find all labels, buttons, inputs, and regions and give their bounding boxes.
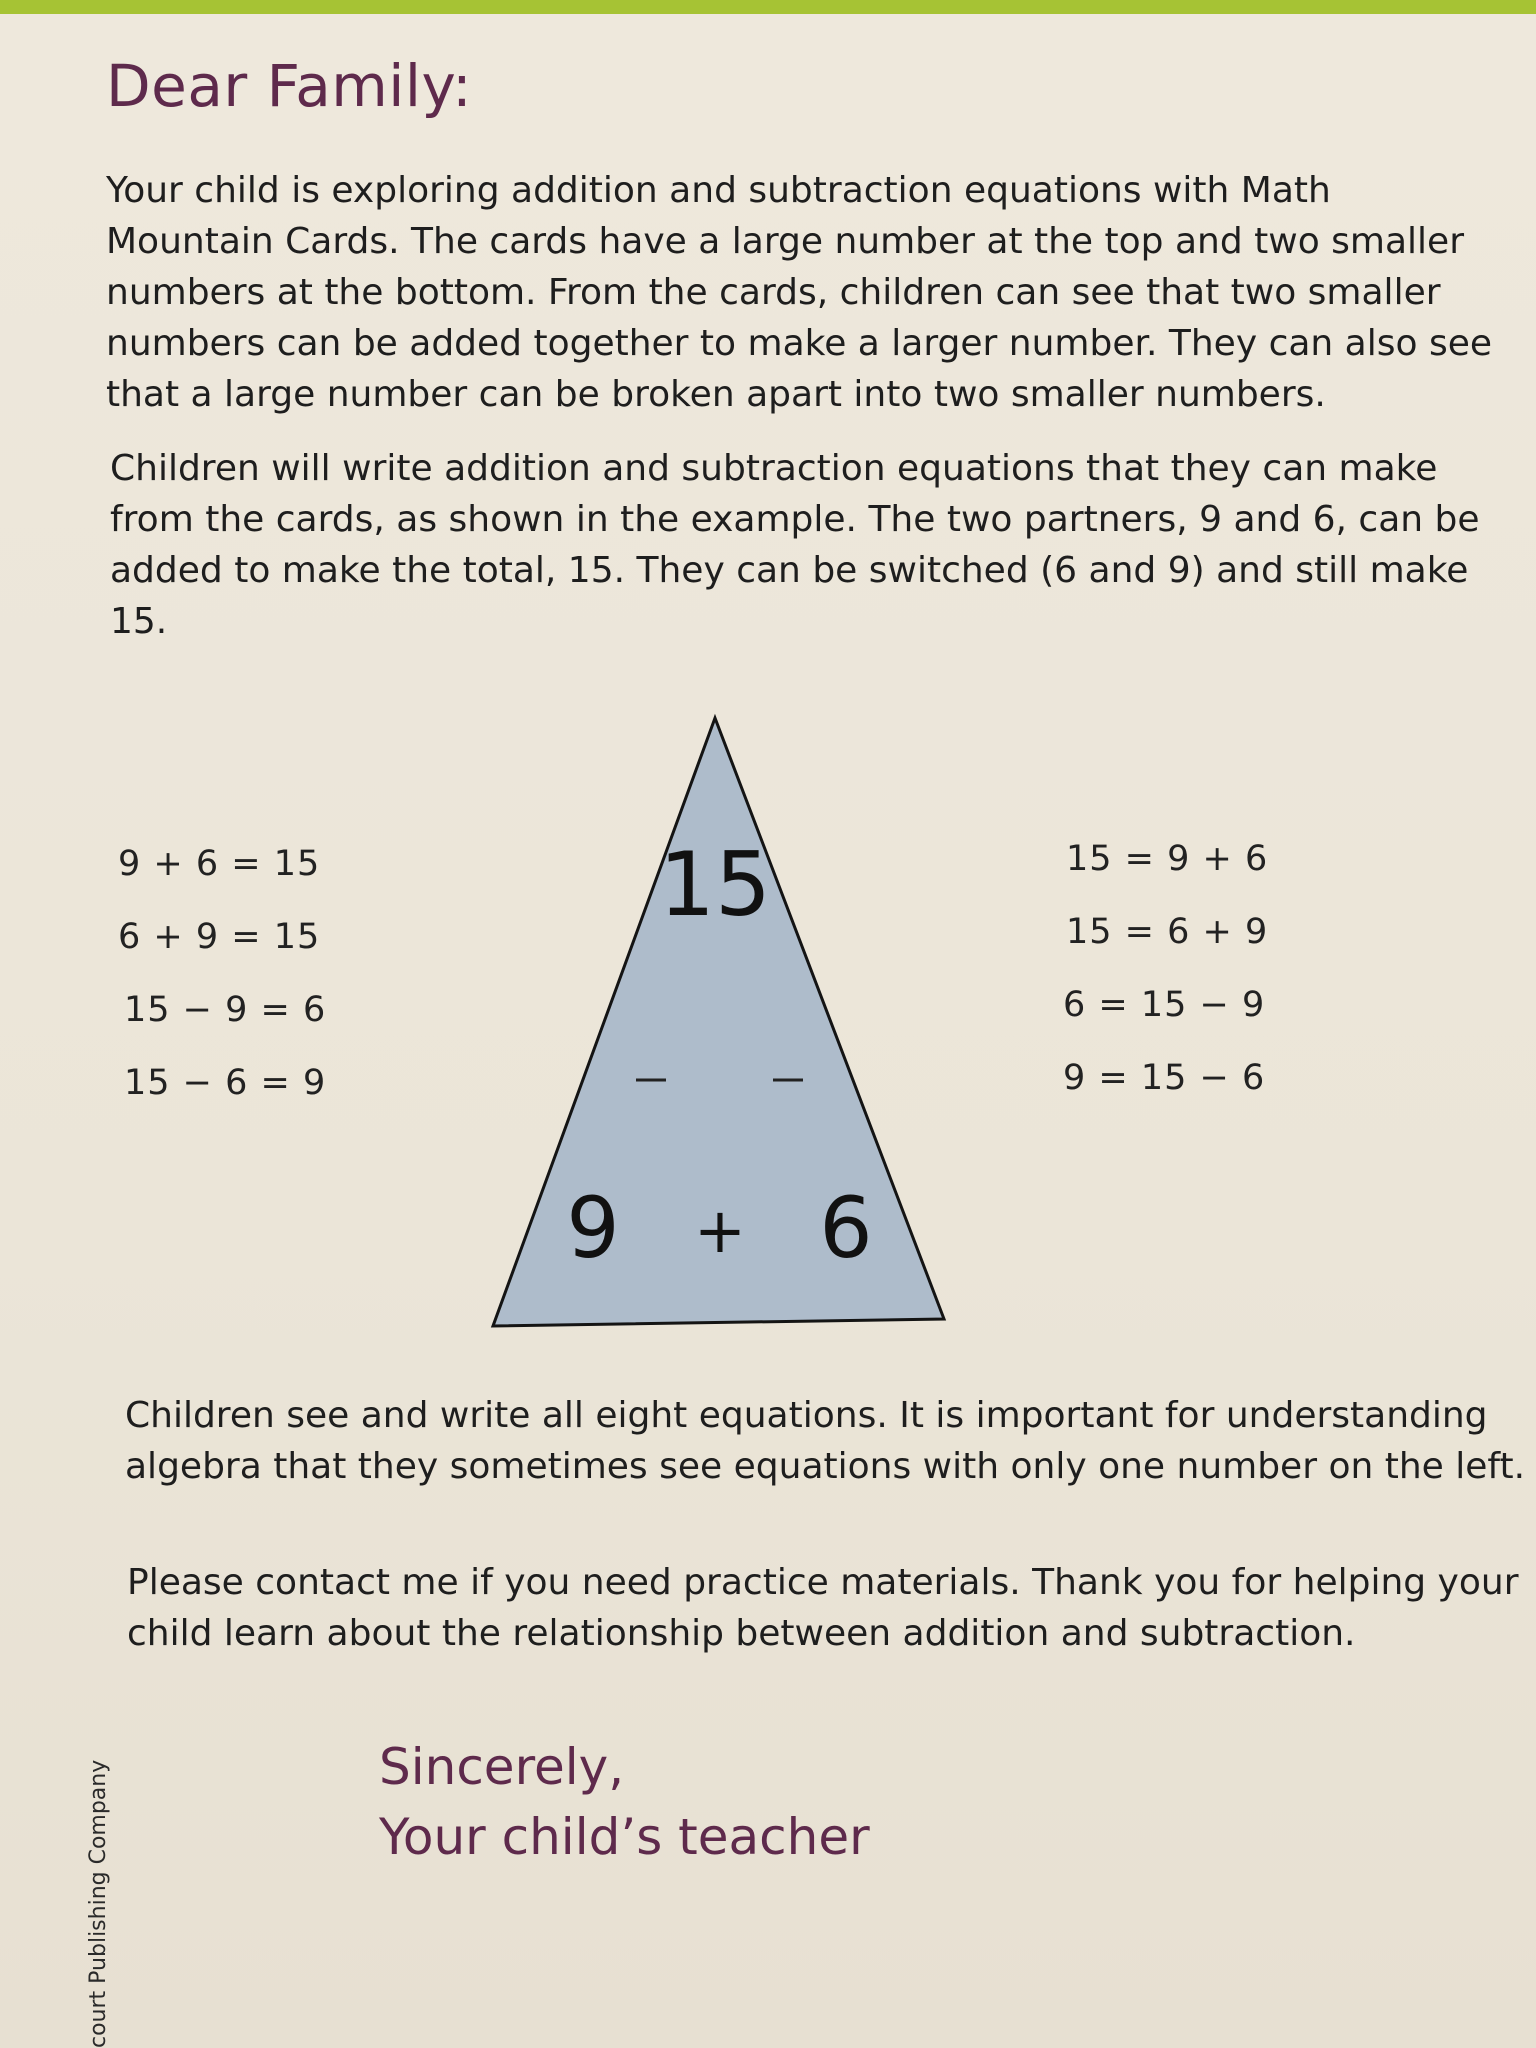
side-publisher-credit: court Publishing Company: [86, 1759, 111, 2048]
top-accent-bar: [0, 0, 1536, 14]
eight-equations-paragraph: Children see and write all eight equations. It is important for understanding algebra that they sometimes see equations with only one number on the left.: [125, 1395, 1526, 1487]
equation-left-4: 15 − 6 = 9: [124, 1063, 327, 1103]
intro-paragraph: Your child is exploring addition and subtraction equations with Math Mountain Cards. The cards have a large number at the top and two smaller numbers at the bottom. From the cards, children can see that two smaller numbers can be added together to make a larger number. They can also see that a large number can be broken apart into two smaller numbers.: [106, 170, 1493, 415]
letter-heading: Dear Family:: [106, 52, 473, 120]
example-paragraph: Children will write addition and subtraction equations that they can make from the cards, as shown in the example. The two partners, 9 and 6, can be added to make the total, 15. They can be switched (6 and 9) and still make 15.: [110, 448, 1480, 642]
closing-signature: Your child’s teacher: [379, 1808, 870, 1866]
mountain-partner-right: 6: [819, 1179, 873, 1277]
equation-right-4: 9 = 15 − 6: [1063, 1058, 1266, 1098]
equation-right-3: 6 = 15 − 9: [1063, 985, 1266, 1025]
mountain-total: 15: [659, 833, 771, 936]
equation-left-3: 15 − 9 = 6: [124, 990, 327, 1030]
math-mountain-card: [490, 712, 950, 1330]
equation-left-1: 9 + 6 = 15: [118, 844, 321, 884]
mountain-plus-sign: +: [694, 1194, 746, 1267]
closing-salutation: Sincerely,: [379, 1738, 625, 1796]
contact-paragraph: Please contact me if you need practice materials. Thank you for helping your child learn about the relationship between addition and subtraction.: [127, 1562, 1519, 1654]
equation-right-1: 15 = 9 + 6: [1066, 839, 1269, 879]
mountain-partner-left: 9: [566, 1179, 620, 1277]
equation-left-2: 6 + 9 = 15: [118, 917, 321, 957]
equation-right-2: 15 = 6 + 9: [1066, 912, 1269, 952]
